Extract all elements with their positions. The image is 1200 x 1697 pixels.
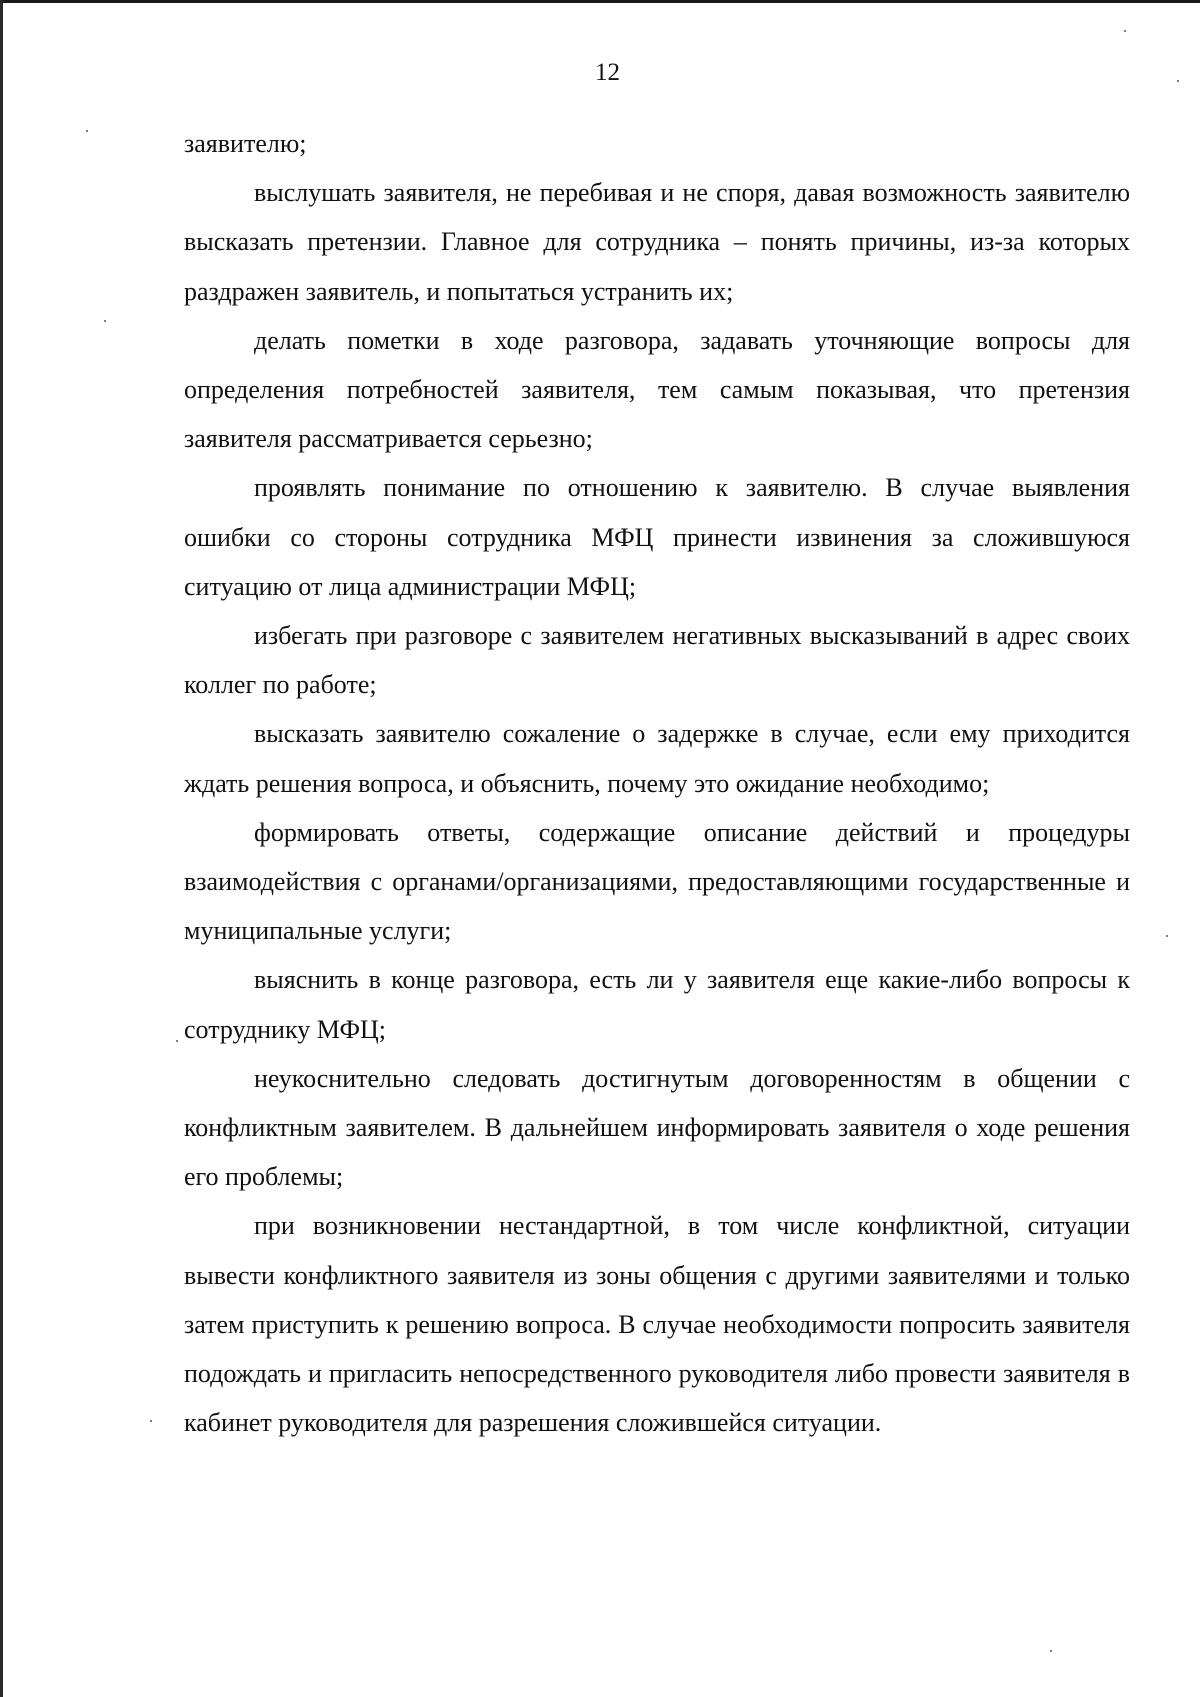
- paragraph-continuation: заявителю;: [184, 129, 307, 158]
- page-number: 12: [595, 59, 620, 86]
- paragraph-regret-delay: высказать заявителю сожаление о задержке в случае, если ему приходится ждать решения вопроса, и объяснить, почему это ожидание необходимо;: [184, 719, 1130, 798]
- scan-speck: [1166, 935, 1168, 937]
- paragraph-listen: выслушать заявителя, не перебивая и не споря, давая возможность заявителю высказать претензии. Главное для сотрудника – понять причины, из-за которых раздражен заявитель, и попытаться устранить их;: [184, 178, 1130, 306]
- body-text: [184, 119, 1130, 1447]
- paragraph-form-answers: формировать ответы, содержащие описание действий и процедуры взаимодействия с органами/организациями, предоставляющими государственные и муниципальные услуги;: [184, 817, 1130, 946]
- scan-top-edge: [0, 0, 1200, 3]
- scan-speck: [150, 1420, 152, 1422]
- scan-speck: [176, 1040, 178, 1042]
- scan-speck: [1124, 30, 1126, 32]
- scan-speck: [86, 130, 88, 132]
- scan-speck: [1177, 80, 1179, 82]
- scan-left-edge: [0, 0, 3, 1697]
- paragraph-clarify-questions: выяснить в конце разговора, есть ли у заявителя еще какие-либо вопросы к сотруднику МФЦ;: [184, 965, 1130, 1044]
- scan-speck: [1050, 1650, 1052, 1652]
- paragraph-understanding: проявлять понимание по отношению к заявителю. В случае выявления ошибки со стороны сотрудника МФЦ принести извинения за сложившуюся ситуацию от лица администрации МФЦ;: [184, 473, 1130, 601]
- paragraph-notes: делать пометки в ходе разговора, задавать уточняющие вопросы для определения потребностей заявителя, тем самым показывая, что претензия заявителя рассматривается серьезно;: [184, 325, 1130, 454]
- scan-speck: [104, 320, 106, 322]
- paragraph-nonstandard-situation: при возникновении нестандартной, в том числе конфликтной, ситуации вывести конфликтного заявителя из зоны общения с другими заявителями и только затем приступить к решению вопроса. В случае необходимости попросить заявителя подождать и пригласить непосредственного руководителя либо провести заявителя в кабинет руководителя для разрешения сложившейся ситуации.: [184, 1211, 1130, 1438]
- paragraph-avoid-negative: избегать при разговоре с заявителем негативных высказываний в адрес своих коллег по работе;: [184, 621, 1130, 700]
- paragraph-follow-agreements: неукоснительно следовать достигнутым договоренностям в общении с конфликтным заявителем. В дальнейшем информировать заявителя о ходе решения его проблемы;: [184, 1063, 1130, 1192]
